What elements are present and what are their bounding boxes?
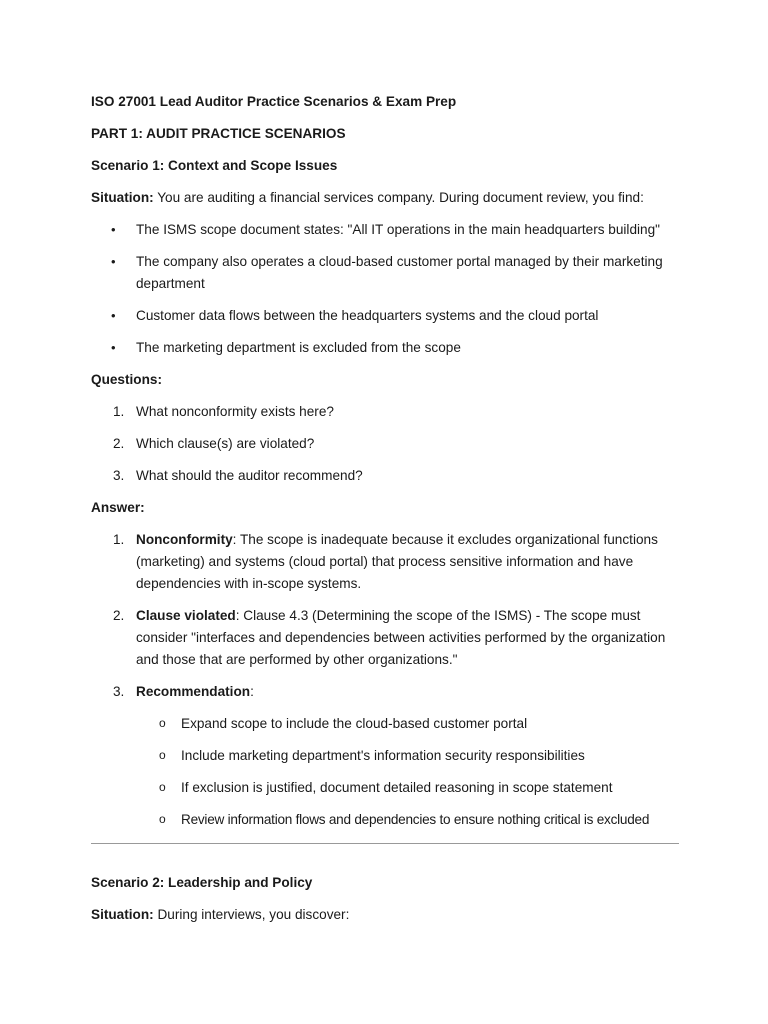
part-heading: PART 1: AUDIT PRACTICE SCENARIOS [91,126,346,141]
list-item-text: What should the auditor recommend? [136,468,363,483]
bullet-icon: • [111,308,116,323]
list-item [91,401,679,423]
bullet-icon: • [111,222,116,237]
list-item [91,605,679,671]
answer-label: Nonconformity [136,532,233,547]
document-title: ISO 27001 Lead Auditor Practice Scenarios & Exam Prep [91,94,457,109]
list-item-text: Review information flows and dependencies to ensure nothing critical is excluded [181,812,650,827]
list-item-text: Include marketing department's information security responsibilities [181,748,585,763]
list-item [136,777,679,799]
circle-bullet-icon: o [159,748,166,762]
list-item [91,219,679,241]
list-number: 2. [113,608,125,623]
list-item-text: Expand scope to include the cloud-based customer portal [181,716,528,731]
list-item [91,529,679,595]
list-item [136,809,679,831]
questions-list [91,401,679,487]
list-item-text: Customer data flows between the headquarters systems and the cloud portal [136,308,599,323]
answer-text: : Clause 4.3 (Determining the scope of the ISMS) - The scope must consider "interfaces and dependencies between activities performed by the organization and those that are performed by other organizations." [136,608,666,667]
horizontal-divider [91,843,679,844]
recommendation-sublist [136,713,679,831]
list-item [91,305,679,327]
list-item [91,681,679,831]
situation-label: Situation: [91,190,154,205]
list-item-text: The marketing department is excluded from the scope [136,340,461,355]
situation-text: You are auditing a financial services company. During document review, you find: [153,190,644,205]
list-item [91,465,679,487]
answer-text: : [250,684,254,699]
answer-label: Recommendation [136,684,251,699]
list-number: 2. [113,436,125,451]
document-body [91,91,679,936]
situation-label: Situation: [91,907,154,922]
list-item-text: If exclusion is justified, document detailed reasoning in scope statement [181,780,613,795]
list-item [91,337,679,359]
list-number: 1. [113,532,125,547]
answer-text: : The scope is inadequate because it excludes organizational functions (marketing) and systems (cloud portal) that process sensitive information and have dependencies with in-scope systems. [136,532,658,591]
list-item [136,713,679,735]
circle-bullet-icon: o [159,780,166,794]
list-item [91,251,679,295]
bullet-icon: • [111,340,116,355]
list-item-text: Which clause(s) are violated? [136,436,315,451]
scenario-2-situation [91,904,679,926]
questions-heading: Questions: [91,372,162,387]
answer-heading: Answer: [91,500,145,515]
scenario-1-situation [91,187,679,209]
answers-list [91,529,679,831]
bullet-icon: • [111,254,116,269]
list-item [136,745,679,767]
list-item [91,433,679,455]
list-item-text: What nonconformity exists here? [136,404,334,419]
list-item-text: The company also operates a cloud-based customer portal managed by their marketing department [136,254,663,291]
circle-bullet-icon: o [159,716,166,730]
situation-text: During interviews, you discover: [153,907,350,922]
list-number: 3. [113,684,125,699]
list-number: 3. [113,468,125,483]
circle-bullet-icon: o [159,812,166,826]
answer-label: Clause violated [136,608,236,623]
situation-bullet-list [91,219,679,359]
list-number: 1. [113,404,125,419]
scenario-1-heading: Scenario 1: Context and Scope Issues [91,158,338,173]
scenario-2-heading: Scenario 2: Leadership and Policy [91,875,313,890]
list-item-text: The ISMS scope document states: "All IT operations in the main headquarters building" [136,222,660,237]
